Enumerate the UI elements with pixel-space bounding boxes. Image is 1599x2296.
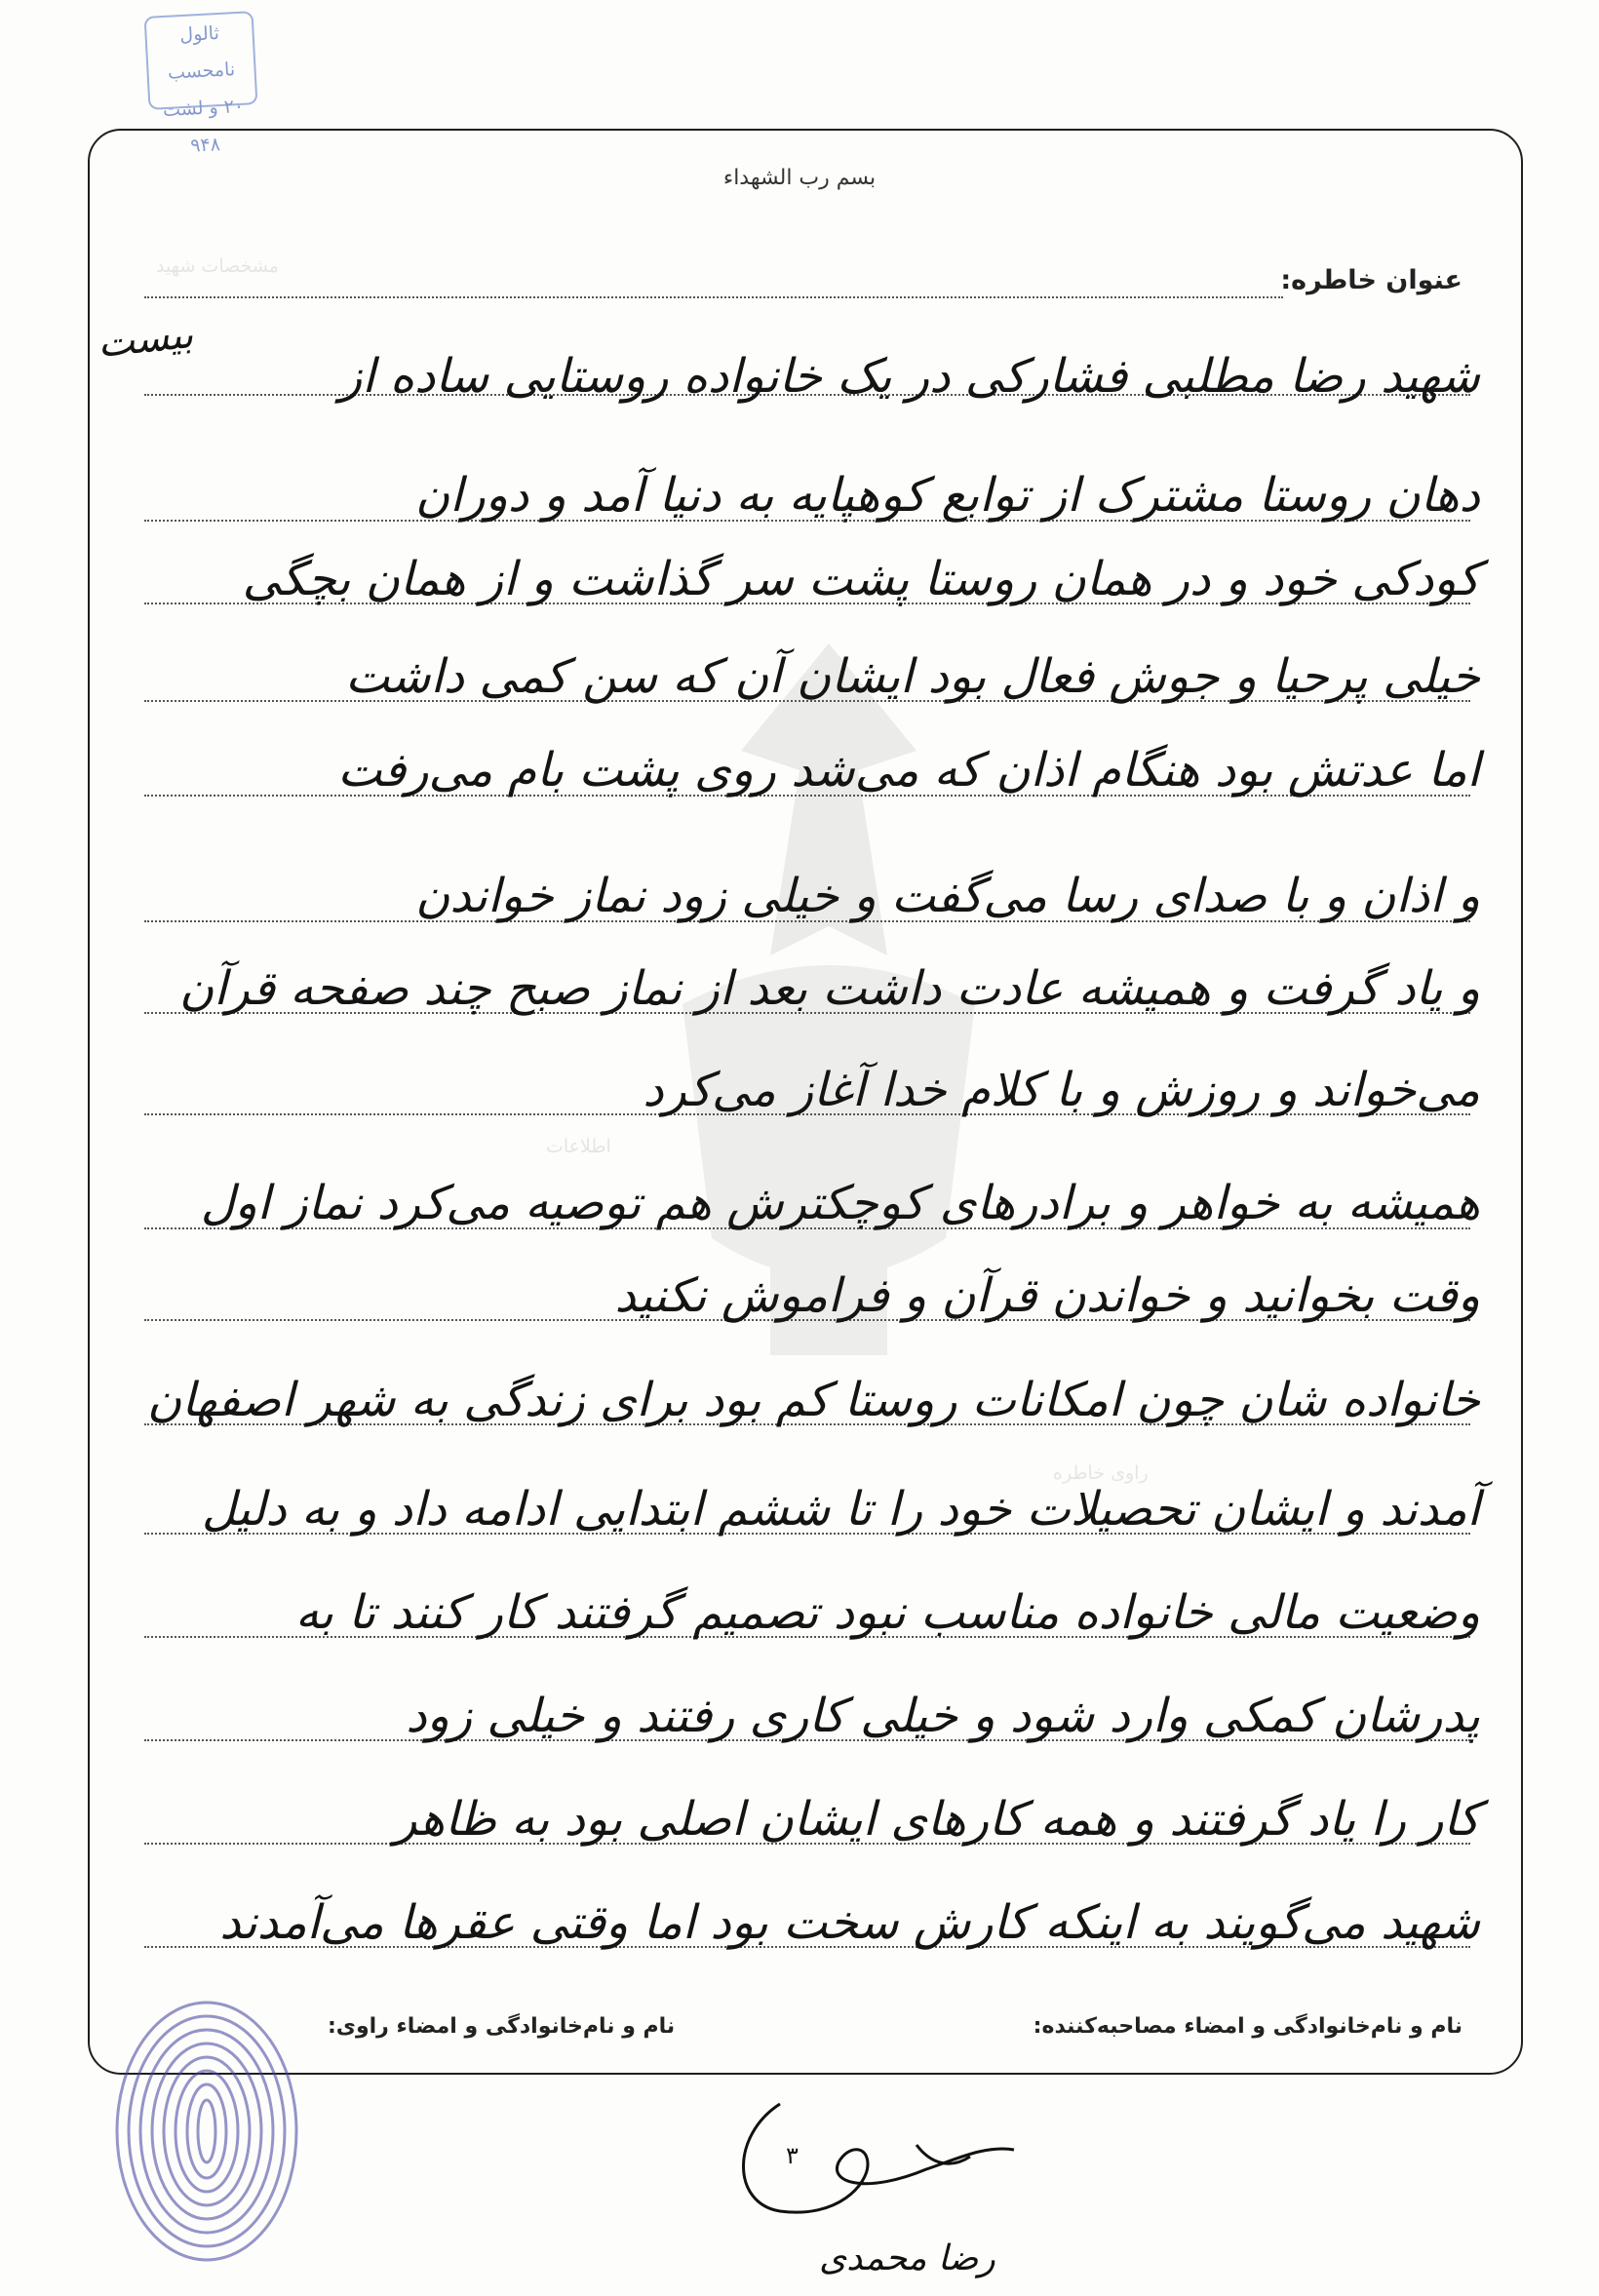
- stamp-line-2: ۲۰ و لشت ۹۴۸: [162, 95, 245, 157]
- memoir-line-1: شهید رضا مطلبی فشارکی در یک خانواده روستایی ساده از: [339, 349, 1480, 404]
- narrator-signature-label: نام و نام‌خانوادگی و امضاء راوی:: [328, 2014, 676, 2039]
- archive-stamp: [144, 11, 258, 157]
- memoir-line-10: وقت بخوانید و خواندن قرآن و فراموش نکنید: [614, 1268, 1480, 1323]
- memoir-line-4: خیلی پرحیا و جوش فعال بود ایشان آن که سن کمی داشت: [345, 649, 1480, 704]
- memoir-line-15: کار را یاد گرفتند و همه کارهای ایشان اصلی بود به ظاهر: [394, 1792, 1480, 1847]
- memoir-line-11: خانواده شان چون امکانات روستا کم بود برای زندگی به شهر اصفهان: [147, 1373, 1480, 1427]
- stamp-line-1: ثالول نامحسب: [167, 21, 236, 84]
- title-rule: [144, 296, 1283, 298]
- memoir-line-13: وضعیت مالی خانواده مناسب نبود تصمیم گرفتند کار کنند تا به: [294, 1585, 1480, 1640]
- bleed-through-text: اطلاعات: [546, 1136, 611, 1157]
- handwritten-signature: [722, 2077, 1034, 2223]
- memoir-line-3: کودکی خود و در همان روستا پشت سر گذاشت و از همان بچگی: [242, 552, 1480, 606]
- handwritten-overflow-word: بیست: [95, 311, 196, 368]
- memoir-line-9: همیشه به خواهر و برادرهای کوچکترش هم توصیه می‌کرد نماز اول: [200, 1176, 1480, 1230]
- signatory-name: رضا محمدی: [819, 2238, 995, 2278]
- bleed-through-text: مشخصات شهید: [156, 255, 279, 277]
- bismillah-header: بسم رب الشهداء: [722, 166, 877, 190]
- memoir-title-label: عنوان خاطره:: [1280, 265, 1462, 295]
- interviewer-signature-label: نام و نام‌خانوادگی و امضاء مصاحبه‌کننده:: [1033, 2014, 1462, 2039]
- memoir-line-2: دهان روستا مشترک از توابع کوهپایه به دنیا آمد و دوران: [414, 468, 1480, 523]
- memoir-line-12: آمدند و ایشان تحصیلات خود را تا ششم ابتدایی ادامه داد و به دلیل: [201, 1482, 1480, 1537]
- memoir-line-8: می‌خواند و روزش و با کلام خدا آغاز می‌کرد: [643, 1063, 1480, 1117]
- page-number: ۳: [786, 2142, 799, 2169]
- memoir-line-6: و اذان و با صدای رسا می‌گفت و خیلی زود نماز خواندن: [415, 869, 1480, 923]
- fingerprint: [109, 1985, 304, 2264]
- memoir-line-7: و یاد گرفت و همیشه عادت داشت بعد از نماز صبح چند صفحه قرآن: [179, 961, 1480, 1016]
- memoir-line-5: اما عدتش بود هنگام اذان که می‌شد روی پشت بام می‌رفت: [337, 743, 1480, 798]
- memoir-line-14: پدرشان کمکی وارد شود و خیلی کاری رفتند و خیلی زود: [406, 1689, 1480, 1743]
- memoir-line-16: شهید می‌گویند به اینکه کارش سخت بود اما وقتی عقرها می‌آمدند: [219, 1895, 1480, 1950]
- bleed-through-text: راوی خاطره: [1053, 1462, 1149, 1484]
